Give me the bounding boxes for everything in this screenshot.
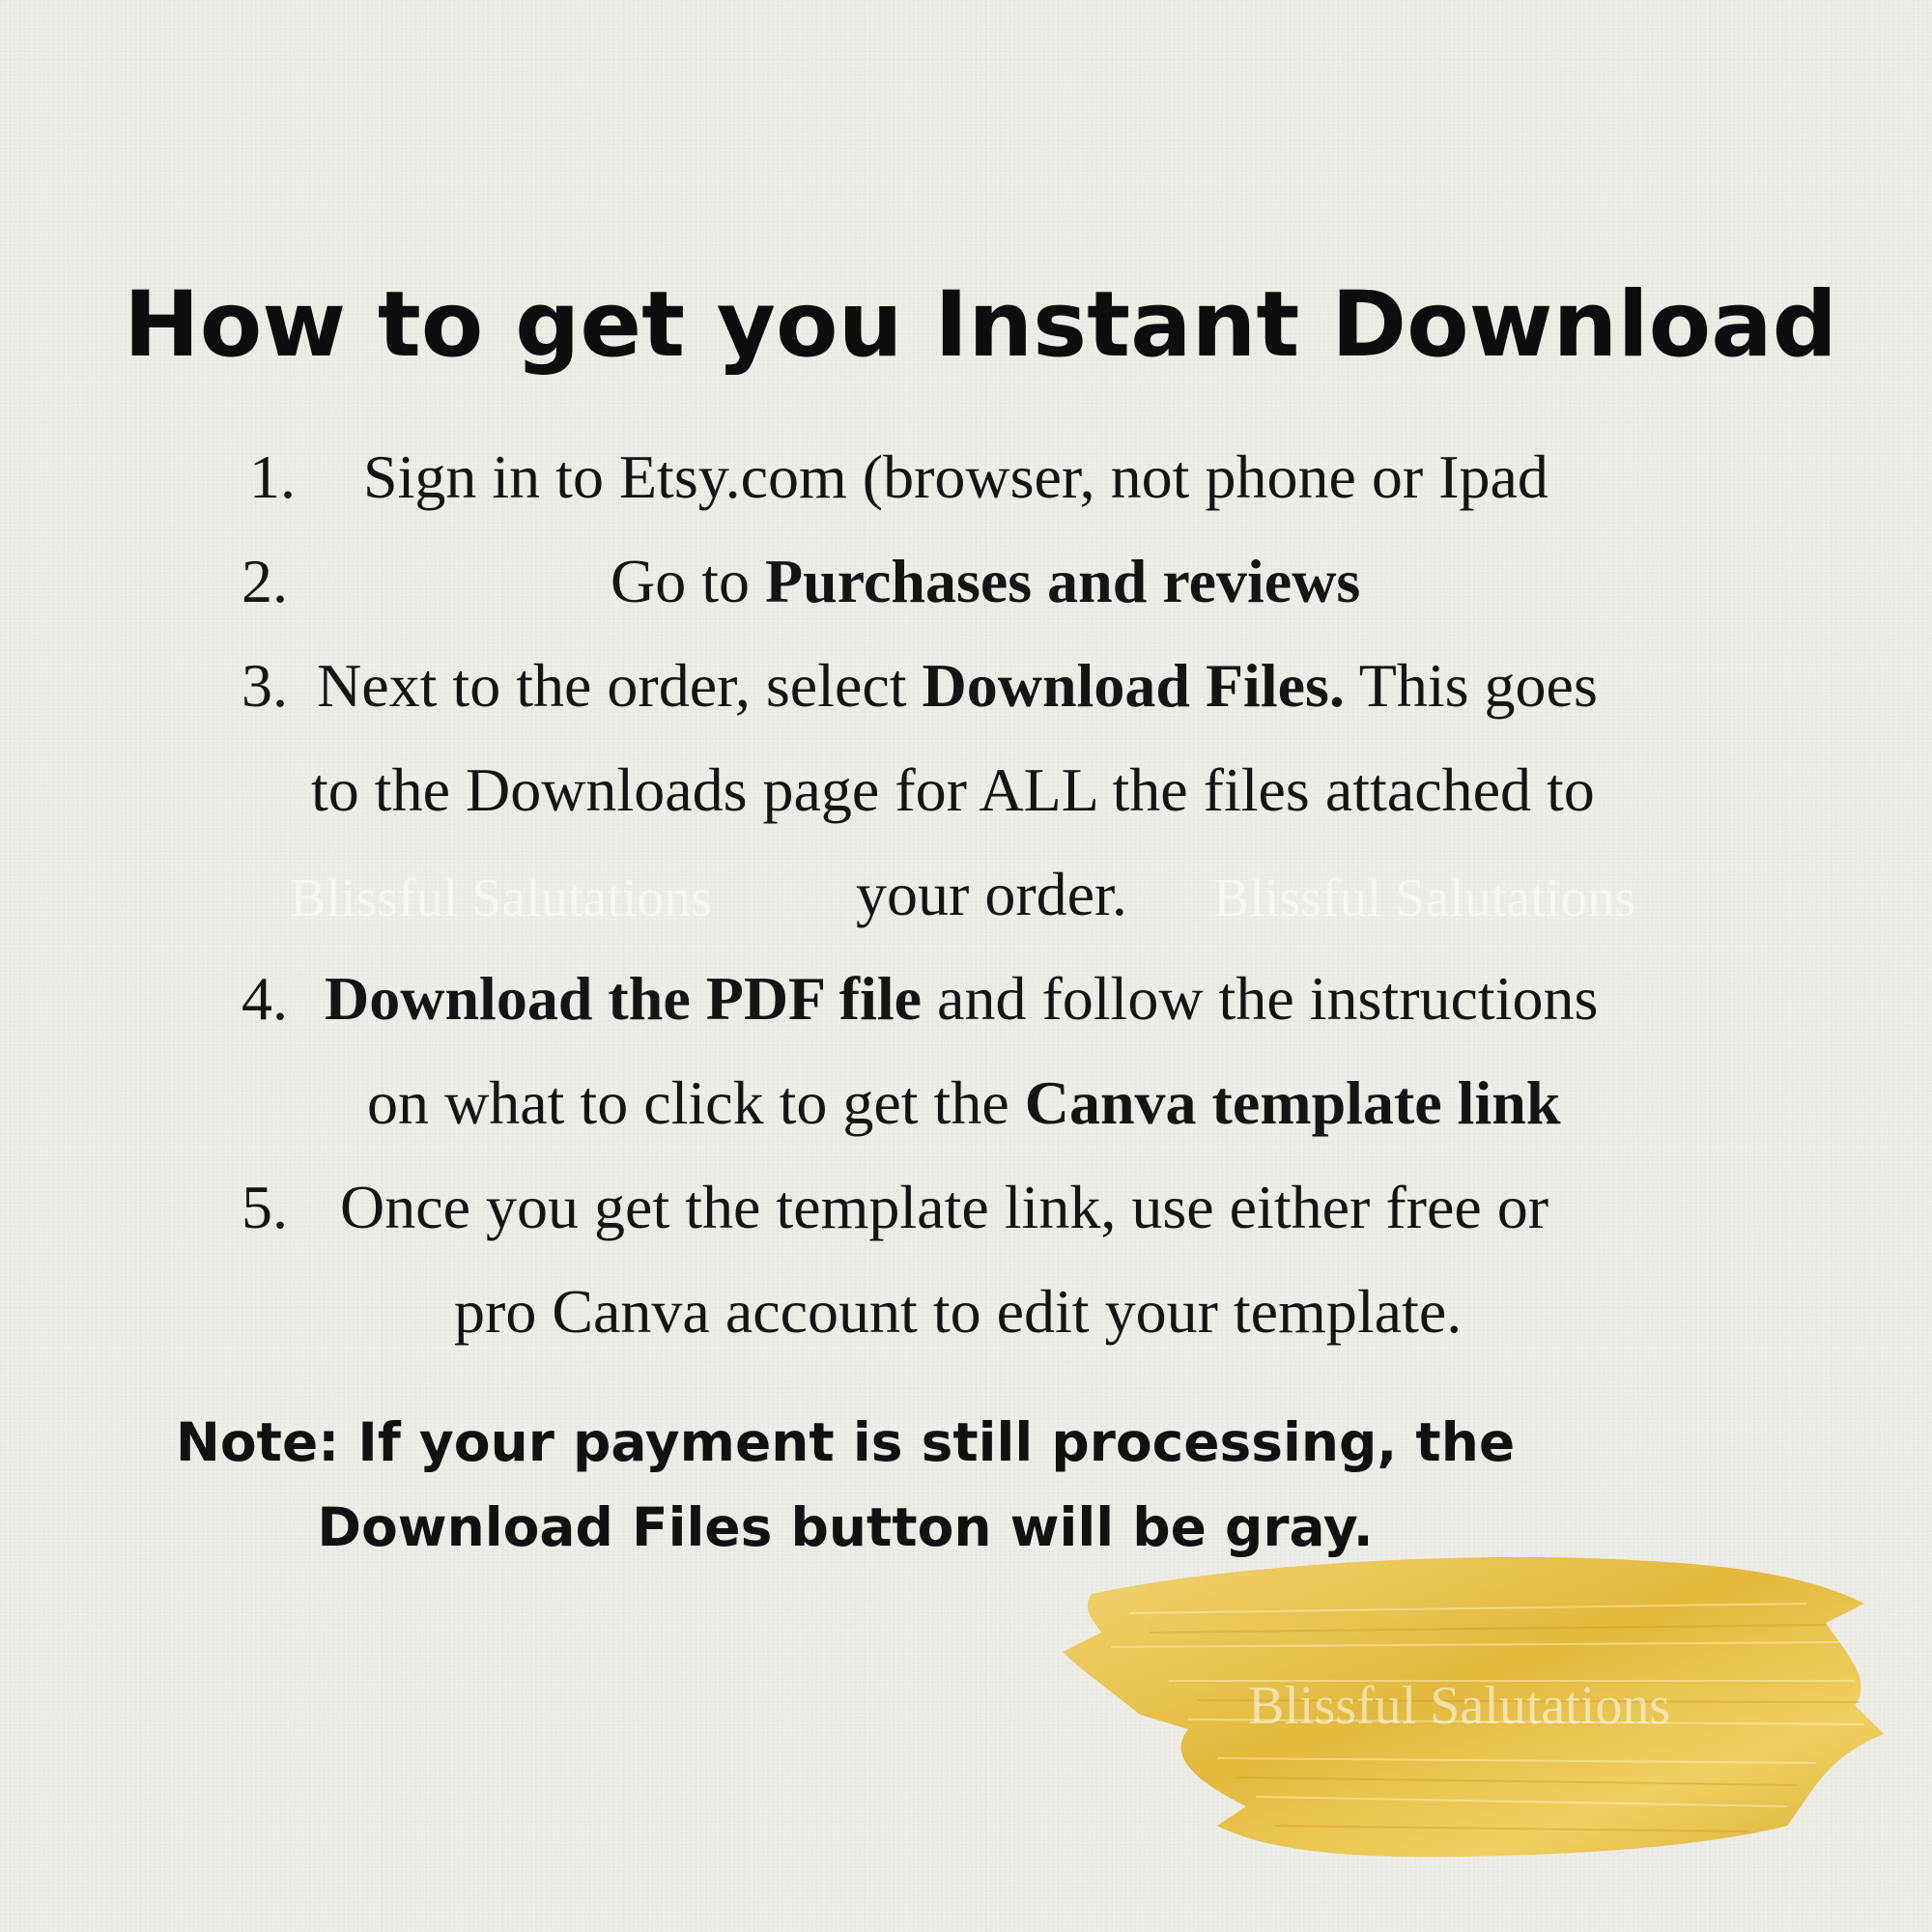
step-2-text: Go to Purchases and reviews: [611, 547, 1361, 615]
watermark: Blissful Salutations: [290, 868, 713, 928]
note-line-1: Note: If your payment is still processing, the: [175, 1411, 1516, 1473]
page-title: How to get you Instant Download: [124, 272, 1837, 378]
step-5-line-1: Once you get the template link, use either free or: [340, 1173, 1549, 1241]
step-1-number: 1.: [249, 442, 296, 511]
watermark: Blissful Salutations: [1248, 1676, 1671, 1736]
step-4-number: 4.: [242, 964, 288, 1033]
note-line-2: Download Files button will be gray.: [317, 1496, 1374, 1558]
step-3-line-2: to the Downloads page for ALL the files attached to: [311, 755, 1595, 824]
step-1-text: Sign in to Etsy.com (browser, not phone or Ipad: [363, 442, 1548, 511]
step-2-number: 2.: [242, 547, 288, 615]
step-3-line-3: your order.: [856, 860, 1127, 928]
step-4-line-1: Download the PDF file and follow the instructions: [325, 964, 1599, 1033]
step-5-number: 5.: [242, 1173, 288, 1241]
watermark: Blissful Salutations: [1213, 868, 1636, 928]
step-5-line-2: pro Canva account to edit your template.: [454, 1277, 1463, 1346]
step-4-line-2: on what to click to get the Canva template link: [367, 1068, 1561, 1137]
step-3-number: 3.: [242, 651, 288, 720]
step-3-line-1: Next to the order, select Download Files. This goes: [317, 651, 1598, 720]
